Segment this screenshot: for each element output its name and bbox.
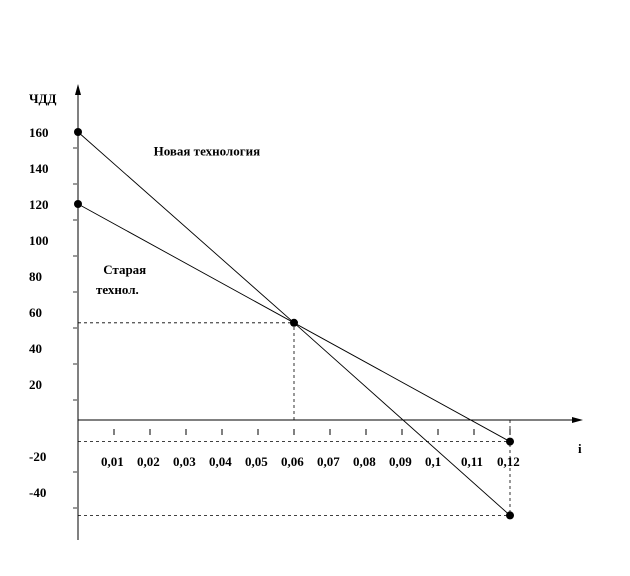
y-tick-label: 120 — [29, 197, 49, 212]
y-tick-label: 40 — [29, 341, 42, 356]
data-point — [74, 128, 82, 136]
y-axis-label: ЧДД — [29, 91, 57, 106]
annotation-label: Новая технология — [153, 143, 261, 159]
annotation-label: технол. — [96, 282, 139, 297]
x-tick-label: 0,12 — [497, 454, 520, 469]
x-tick-label: 0,07 — [317, 454, 340, 469]
data-point — [506, 511, 514, 519]
x-axis-arrow-icon — [572, 417, 583, 423]
y-tick-label: 160 — [29, 125, 49, 140]
x-tick-label: 0,02 — [137, 454, 160, 469]
x-tick-label: 0,1 — [425, 454, 442, 469]
y-tick-label: 140 — [29, 161, 49, 176]
y-tick-label: 20 — [29, 377, 42, 392]
y-tick-label: 80 — [29, 269, 42, 284]
y-axis-arrow-icon — [75, 84, 81, 95]
y-tick-label: -20 — [29, 449, 47, 464]
annotation-label: Старая — [103, 262, 147, 278]
y-tick-label: 60 — [29, 305, 42, 320]
x-tick-label: 0,03 — [173, 454, 196, 469]
x-tick-label: 0,06 — [281, 454, 304, 469]
x-tick-label: 0,08 — [353, 454, 376, 469]
x-tick-label: 0,05 — [245, 454, 268, 469]
guide-lines — [78, 323, 510, 516]
x-tick-label: 0,09 — [389, 454, 412, 469]
y-tick-label: 100 — [29, 233, 49, 248]
data-point — [290, 319, 298, 327]
data-point — [506, 438, 514, 446]
data-point — [74, 200, 82, 208]
x-axis-label: i — [578, 441, 582, 456]
x-tick-label: 0,01 — [101, 454, 124, 469]
axes — [75, 84, 583, 540]
x-tick-label: 0,04 — [209, 454, 232, 469]
x-tick-label: 0,11 — [461, 454, 484, 469]
y-tick-label: -40 — [29, 485, 47, 500]
